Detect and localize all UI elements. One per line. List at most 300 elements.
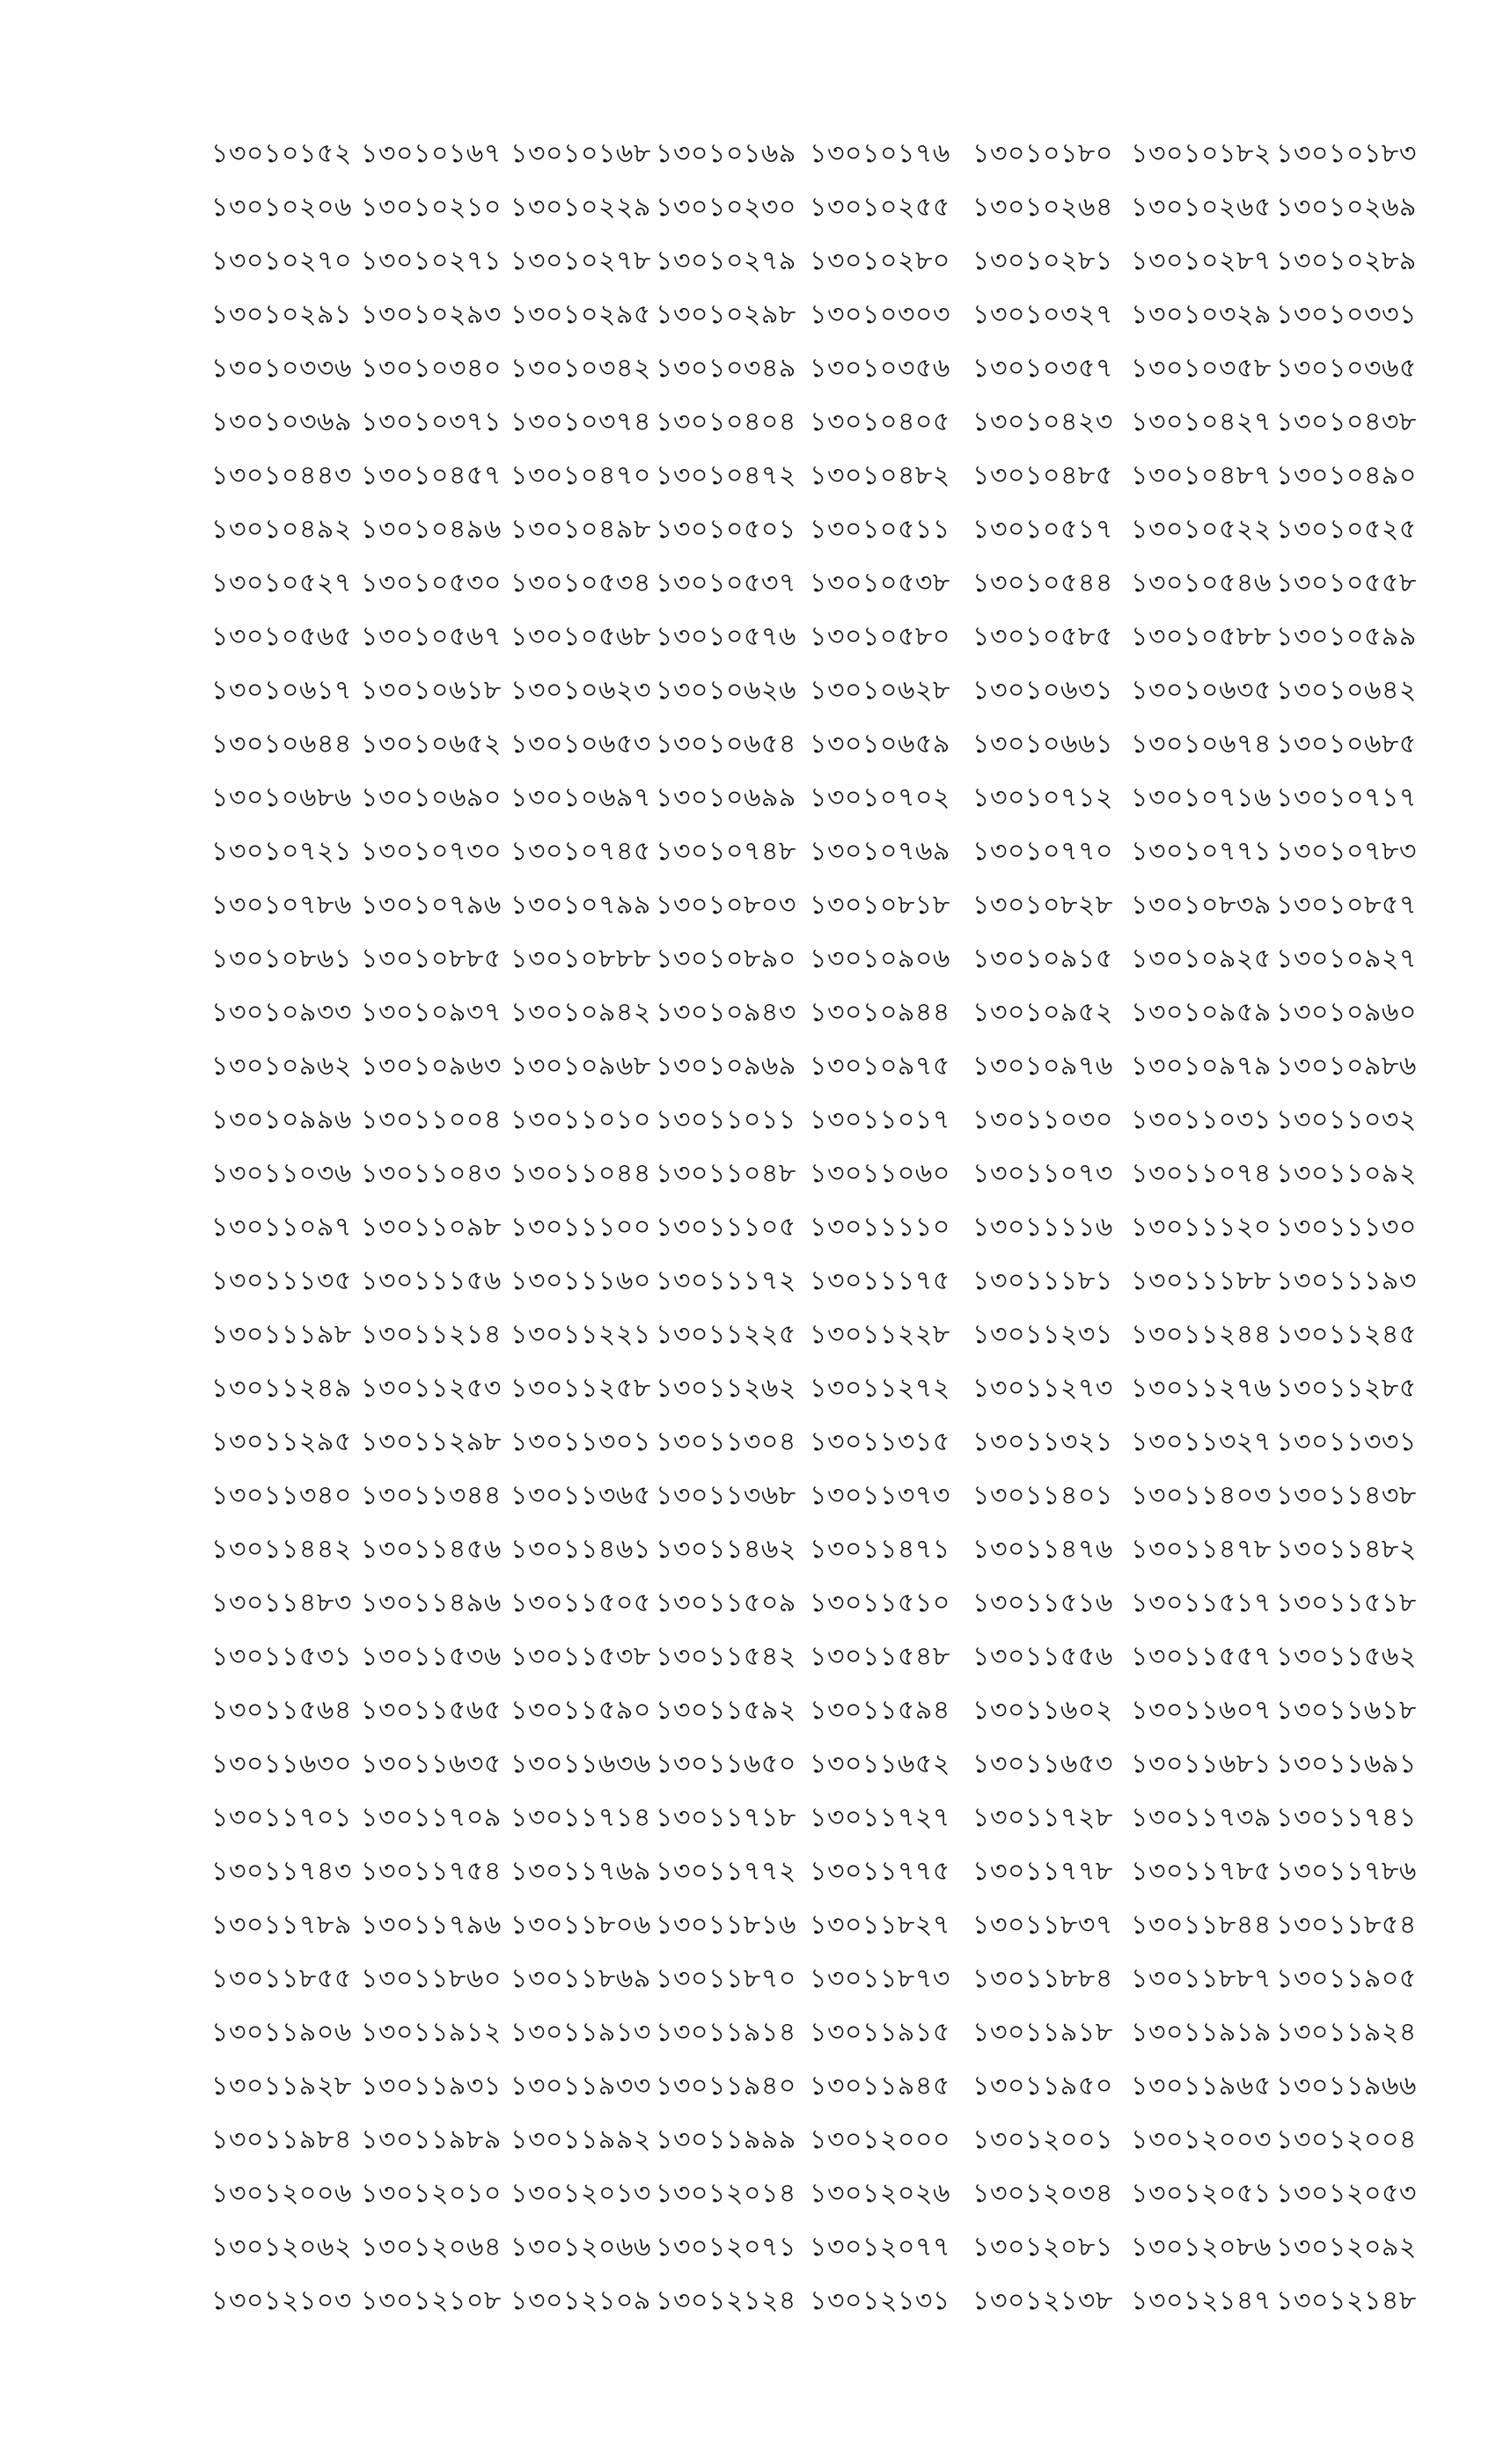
roll-number: ১৩০১১৪৯৬: [361, 1588, 502, 1618]
roll-number: ১৩০১০৯৬৩: [361, 1051, 502, 1082]
roll-number: ১৩০১০২৬৪: [972, 192, 1113, 223]
roll-number: ১৩০১১৫৩৮: [510, 1641, 651, 1672]
roll-number: ১৩০১১৫৩১: [211, 1641, 352, 1672]
roll-number: ১৩০১০৫৮০: [810, 621, 950, 652]
roll-number: ১৩০১১৮১৬: [656, 1910, 796, 1940]
roll-number: ১৩০১১৩৭৩: [810, 1480, 950, 1511]
roll-number: ১৩০১২০৭৭: [810, 2232, 950, 2262]
roll-number: ১৩০১০৩২৭: [972, 299, 1113, 330]
roll-number: ১৩০১১১৩৫: [211, 1265, 352, 1296]
number-row: [211, 454, 1417, 508]
roll-number: ১৩০১২০১৪: [656, 2178, 796, 2209]
number-row: [211, 1313, 1417, 1367]
roll-number: ১৩০১০৯৩৩: [211, 997, 352, 1028]
roll-number: ১৩০১১৫১৭: [1131, 1588, 1272, 1618]
roll-number: ১৩০১১৪৩৮: [1276, 1480, 1417, 1511]
roll-number: ১৩০১২০৬৬: [510, 2232, 651, 2262]
roll-number: ১৩০১০৫১৭: [972, 514, 1113, 545]
roll-number: ১৩০১১৬৫২: [810, 1749, 950, 1779]
number-row: [211, 1206, 1417, 1259]
roll-number: ১৩০১২০১০: [361, 2178, 502, 2209]
roll-number: ১৩০১১২২১: [510, 1319, 651, 1350]
roll-number: ১৩০১১০৬০: [810, 1158, 950, 1189]
roll-number: ১৩০১১৯৯৯: [656, 2124, 796, 2155]
roll-number: ১৩০১১৩৬৮: [656, 1480, 796, 1511]
roll-number: ১৩০১১৮৩৭: [972, 1910, 1113, 1940]
roll-number: ১৩০১০৫০১: [656, 514, 796, 545]
roll-number: ১৩০১০৩৩৬: [211, 353, 352, 384]
number-row: [211, 1045, 1417, 1098]
roll-number: ১৩০১১৭৪১: [1276, 1802, 1417, 1833]
number-row: [211, 508, 1417, 561]
roll-number: ১৩০১০৬৩১: [972, 675, 1113, 706]
roll-number: ১৩০১১৭৭২: [656, 1856, 796, 1887]
roll-number: ১৩০১০১৮২: [1131, 138, 1272, 169]
roll-number: ১৩০১১২২৫: [656, 1319, 796, 1350]
number-row: [211, 1420, 1417, 1474]
roll-number: ১৩০১২০৬৪: [361, 2232, 502, 2262]
roll-number: ১৩০১১২৫৮: [510, 1373, 651, 1404]
roll-number: ১৩০১০৫৩৮: [810, 568, 950, 598]
roll-number: ১৩০১১৯৮৪: [211, 2124, 352, 2155]
roll-number: ১৩০১০৯২৭: [1276, 943, 1417, 974]
roll-number: ১৩০১০৯৮৬: [1276, 1051, 1417, 1082]
roll-number: ১৩০১০৮৬১: [211, 943, 352, 974]
roll-number: ১৩০১০৬১৭: [211, 675, 352, 706]
roll-number: ১৩০১১০১৭: [810, 1104, 950, 1135]
roll-number: ১৩০১২০০০: [810, 2124, 950, 2155]
number-row: [211, 1098, 1417, 1152]
roll-number: ১৩০১১৩৪৪: [361, 1480, 502, 1511]
roll-number: ১৩০১২০২৬: [810, 2178, 950, 2209]
number-row: [211, 1367, 1417, 1420]
roll-number: ১৩০১১২১৪: [361, 1319, 502, 1350]
roll-number: ১৩০১০৩৬৯: [211, 407, 352, 437]
roll-number: ১৩০১২০১৩: [510, 2178, 651, 2209]
roll-number: ১৩০১১৫৫৬: [972, 1641, 1113, 1672]
roll-number: ১৩০১০৫৬৮: [510, 621, 651, 652]
roll-number: ১৩০১১০৭৩: [972, 1158, 1113, 1189]
roll-number: ১৩০১২০০৩: [1131, 2124, 1272, 2155]
roll-number: ১৩০১১০৪৪: [510, 1158, 651, 1189]
roll-number: ১৩০১০৬৯৭: [510, 782, 651, 813]
roll-number: ১৩০১০৪৯০: [1276, 460, 1417, 491]
roll-number: ১৩০১০৯৬০: [1276, 997, 1417, 1028]
roll-number: ১৩০১০৭৯৯: [510, 890, 651, 920]
roll-number: ১৩০১১৪৮২: [1276, 1534, 1417, 1565]
roll-number: ১৩০১২০৯২: [1276, 2232, 1417, 2262]
roll-number: ১৩০১১১৯৮: [211, 1319, 352, 1350]
roll-number: ১৩০১০১৬৮: [510, 138, 651, 169]
roll-number: ১৩০১০৭৯৬: [361, 890, 502, 920]
roll-number: ১৩০১১৩২৭: [1131, 1426, 1272, 1457]
roll-number: ১৩০১০৫১১: [810, 514, 950, 545]
roll-number: ১৩০১১৬৩৬: [510, 1749, 651, 1779]
roll-number: ১৩০১০৭৪৮: [656, 836, 796, 867]
roll-number: ১৩০১১০৪৮: [656, 1158, 796, 1189]
roll-number: ১৩০১১৯৬৫: [1131, 2071, 1272, 2101]
roll-number: ১৩০১১১০৫: [656, 1212, 796, 1243]
roll-number-grid: [211, 132, 1417, 2333]
roll-number: ১৩০১১৯৪০: [656, 2071, 796, 2101]
roll-number: ১৩০১০২৩০: [656, 192, 796, 223]
roll-number: ১৩০১১১৮১: [972, 1265, 1113, 1296]
roll-number: ১৩০১০২৭৮: [510, 246, 651, 276]
roll-number: ১৩০১১০১০: [510, 1104, 651, 1135]
roll-number: ১৩০১১২৯৫: [211, 1426, 352, 1457]
roll-number: ১৩০১১৪০৩: [1131, 1480, 1272, 1511]
roll-number: ১৩০১০৮৯০: [656, 943, 796, 974]
roll-number: ১৩০১০৬৫৩: [510, 729, 651, 759]
roll-number: ১৩০১১৩০৪: [656, 1426, 796, 1457]
roll-number: ১৩০১১৯১২: [361, 2017, 502, 2048]
roll-number: ১৩০১১২৮৫: [1276, 1373, 1417, 1404]
roll-number: ১৩০১১৯১৩: [510, 2017, 651, 2048]
roll-number: ১৩০১১৪৭১: [810, 1534, 950, 1565]
roll-number: ১৩০১০৯৩৭: [361, 997, 502, 1028]
roll-number: ১৩০১১০৭৪: [1131, 1158, 1272, 1189]
roll-number: ১৩০১০৪৭২: [656, 460, 796, 491]
roll-number: ১৩০১১০৩২: [1276, 1104, 1417, 1135]
roll-number: ১৩০১০২৯১: [211, 299, 352, 330]
roll-number: ১৩০১১৭৮৬: [1276, 1856, 1417, 1887]
number-row: [211, 1957, 1417, 2011]
roll-number: ১৩০১১৫০৫: [510, 1588, 651, 1618]
roll-number: ১৩০১১৬৯১: [1276, 1749, 1417, 1779]
roll-number: ১৩০১০৭৮৬: [211, 890, 352, 920]
roll-number: ১৩০১০৩০৩: [810, 299, 950, 330]
roll-number: ১৩০১০৫৩৪: [510, 568, 651, 598]
roll-number: ১৩০১১৮০৬: [510, 1910, 651, 1940]
roll-number: ১৩০১০৭০২: [810, 782, 950, 813]
number-row: [211, 830, 1417, 884]
roll-number: ১৩০১১৮৬০: [361, 1963, 502, 1994]
number-row: [211, 991, 1417, 1045]
number-row: [211, 1742, 1417, 1796]
number-row: [211, 1259, 1417, 1313]
roll-number: ১৩০১১৯৫০: [972, 2071, 1113, 2101]
roll-number: ১৩০১০৫৯৯: [1276, 621, 1417, 652]
roll-number: ১৩০১০৮৩৯: [1131, 890, 1272, 920]
roll-number: ১৩০১০৪৪৩: [211, 460, 352, 491]
roll-number: ১৩০১২১০৯: [510, 2285, 651, 2316]
roll-number: ১৩০১০৯৭৯: [1131, 1051, 1272, 1082]
roll-number: ১৩০১২১০৩: [211, 2285, 352, 2316]
roll-number: ১৩০১০৬৩৫: [1131, 675, 1272, 706]
roll-number: ১৩০১১০০৪: [361, 1104, 502, 1135]
number-row: [211, 776, 1417, 830]
roll-number: ১৩০১১২৭২: [810, 1373, 950, 1404]
number-row: [211, 293, 1417, 347]
roll-number: ১৩০১২০৫১: [1131, 2178, 1272, 2209]
roll-number: ১৩০১০৪৮৭: [1131, 460, 1272, 491]
roll-number: ১৩০১০৩২৯: [1131, 299, 1272, 330]
roll-number: ১৩০১১২৪৪: [1131, 1319, 1272, 1350]
number-row: [211, 615, 1417, 669]
roll-number: ১৩০১০৯৭৬: [972, 1051, 1113, 1082]
roll-number: ১৩০১০১৬৯: [656, 138, 796, 169]
roll-number: ১৩০১১৭৬৯: [510, 1856, 651, 1887]
roll-number: ১৩০১১৮৪৪: [1131, 1910, 1272, 1940]
number-row: [211, 239, 1417, 293]
roll-number: ১৩০১১৩২১: [972, 1426, 1113, 1457]
roll-number: ১৩০১১৩৬৫: [510, 1480, 651, 1511]
roll-number: ১৩০১১৫৯৪: [810, 1695, 950, 1726]
roll-number: ১৩০১১১২০: [1131, 1212, 1272, 1243]
roll-number: ১৩০১১৭৮৫: [1131, 1856, 1272, 1887]
roll-number: ১৩০১১৭২৭: [810, 1802, 950, 1833]
roll-number: ১৩০১০২৮১: [972, 246, 1113, 276]
roll-number: ১৩০১০৫৮৮: [1131, 621, 1272, 652]
roll-number: ১৩০১০৩৪৯: [656, 353, 796, 384]
roll-number: ১৩০১১৪০১: [972, 1480, 1113, 1511]
roll-number: ১৩০১১৪৮৩: [211, 1588, 352, 1618]
roll-number: ১৩০১১৯৯২: [510, 2124, 651, 2155]
roll-number: ১৩০১০৬২৮: [810, 675, 950, 706]
roll-number: ১৩০১১৬৮১: [1131, 1749, 1272, 1779]
roll-number: ১৩০১০৬৬১: [972, 729, 1113, 759]
roll-number: ১৩০১০৩৬৫: [1276, 353, 1417, 384]
roll-number: ১৩০১০৭৩০: [361, 836, 502, 867]
roll-number: ১৩০১০৯৭৫: [810, 1051, 950, 1082]
roll-number: ১৩০১১২৫৩: [361, 1373, 502, 1404]
roll-number: ১৩০১০৫৮৫: [972, 621, 1113, 652]
number-row: [211, 1581, 1417, 1635]
roll-number: ১৩০১১১৮৮: [1131, 1265, 1272, 1296]
roll-number: ১৩০১০২১০: [361, 192, 502, 223]
roll-number: ১৩০১১৯৪৫: [810, 2071, 950, 2101]
roll-number: ১৩০১০৮২৮: [972, 890, 1113, 920]
roll-number: ১৩০১১২৯৮: [361, 1426, 502, 1457]
roll-number: ১৩০১০২৭০: [211, 246, 352, 276]
number-row: [211, 1903, 1417, 1957]
roll-number: ১৩০১০৭৭১: [1131, 836, 1272, 867]
roll-number: ১৩০১২০৫৩: [1276, 2178, 1417, 2209]
roll-number: ১৩০১১৩০১: [510, 1426, 651, 1457]
roll-number: ১৩০১১১৭৫: [810, 1265, 950, 1296]
roll-number: ১৩০১০৬৯৯: [656, 782, 796, 813]
roll-number: ১৩০১০১৮৩: [1276, 138, 1417, 169]
roll-number: ১৩০১০৯৬৮: [510, 1051, 651, 1082]
roll-number: ১৩০১১৫১৬: [972, 1588, 1113, 1618]
roll-number: ১৩০১০১৫২: [211, 138, 352, 169]
roll-number: ১৩০১০৪৫৭: [361, 460, 502, 491]
roll-number: ১৩০১০২০৬: [211, 192, 352, 223]
roll-number: ১৩০১১৭৭৫: [810, 1856, 950, 1887]
roll-number: ১৩০১১০৯২: [1276, 1158, 1417, 1189]
roll-number: ১৩০১০৬১৮: [361, 675, 502, 706]
roll-number: ১৩০১০৫৬৫: [211, 621, 352, 652]
roll-number: ১৩০১০৩৫৭: [972, 353, 1113, 384]
roll-number: ১৩০১০২৭৯: [656, 246, 796, 276]
roll-number: ১৩০১১৫৯২: [656, 1695, 796, 1726]
roll-number: ১৩০১১৭৮৯: [211, 1910, 352, 1940]
roll-number: ১৩০১০৭৭০: [972, 836, 1113, 867]
roll-number: ১৩০১১২৭৩: [972, 1373, 1113, 1404]
number-row: [211, 1689, 1417, 1742]
roll-number: ১৩০১১০৪৩: [361, 1158, 502, 1189]
roll-number: ১৩০১১৭১৮: [656, 1802, 796, 1833]
roll-number: ১৩০১১০৩০: [972, 1104, 1113, 1135]
roll-number: ১৩০১১৭৪৩: [211, 1856, 352, 1887]
number-row: [211, 2226, 1417, 2279]
roll-number: ১৩০১০৯৫৯: [1131, 997, 1272, 1028]
roll-number: ১৩০১১০৯৮: [361, 1212, 502, 1243]
roll-number: ১৩০১০৪০৪: [656, 407, 796, 437]
roll-number: ১৩০১১৬৫০: [656, 1749, 796, 1779]
roll-number: ১৩০১১৬০২: [972, 1695, 1113, 1726]
number-row: [211, 1474, 1417, 1528]
number-row: [211, 2011, 1417, 2064]
number-row: [211, 347, 1417, 400]
roll-number: ১৩০১১১৫৬: [361, 1265, 502, 1296]
roll-number: ১৩০১০৩৫৮: [1131, 353, 1272, 384]
number-row: [211, 1152, 1417, 1206]
roll-number: ১৩০১১৩১৫: [810, 1426, 950, 1457]
roll-number: ১৩০১০২৬৫: [1131, 192, 1272, 223]
roll-number: ১৩০১২০৮১: [972, 2232, 1113, 2262]
roll-number: ১৩০১১৮৭৩: [810, 1963, 950, 1994]
roll-number: ১৩০১১৯৮৯: [361, 2124, 502, 2155]
roll-number: ১৩০১১০৩৬: [211, 1158, 352, 1189]
roll-number: ১৩০১১৩৪০: [211, 1480, 352, 1511]
number-row: [211, 884, 1417, 937]
roll-number: ১৩০১০৮৮৫: [361, 943, 502, 974]
roll-number: ১৩০১১৫০৯: [656, 1588, 796, 1618]
roll-number: ১৩০১০৯৬২: [211, 1051, 352, 1082]
roll-number: ১৩০১০২৭১: [361, 246, 502, 276]
roll-number: ১৩০১০২৮৭: [1131, 246, 1272, 276]
roll-number: ১৩০১০৪৯৮: [510, 514, 651, 545]
roll-number: ১৩০১০৩৭৪: [510, 407, 651, 437]
roll-number: ১৩০১২০৭১: [656, 2232, 796, 2262]
roll-number: ১৩০১০৯৬৯: [656, 1051, 796, 1082]
roll-number: ১৩০১২১৩৮: [972, 2285, 1113, 2316]
roll-number: ১৩০১০৭৬৯: [810, 836, 950, 867]
roll-number: ১৩০১২০৬২: [211, 2232, 352, 2262]
roll-number: ১৩০১০১৭৬: [810, 138, 950, 169]
roll-number: ১৩০১২০৩৪: [972, 2178, 1113, 2209]
roll-number: ১৩০১০৪৯২: [211, 514, 352, 545]
roll-number: ১৩০১১৯২৪: [1276, 2017, 1417, 2048]
roll-number: ১৩০১০৫৭৬: [656, 621, 796, 652]
roll-number: ১৩০১০৬৫৪: [656, 729, 796, 759]
roll-number: ১৩০১১৫৪৮: [810, 1641, 950, 1672]
roll-number: ১৩০১০৩৪২: [510, 353, 651, 384]
roll-number: ১৩০১১০১১: [656, 1104, 796, 1135]
roll-number: ১৩০১০৬৫২: [361, 729, 502, 759]
roll-number: ১৩০১০৪৭০: [510, 460, 651, 491]
roll-number: ১৩০১১৪৭৬: [972, 1534, 1113, 1565]
roll-number: ১৩০১১৯৩১: [361, 2071, 502, 2101]
roll-number: ১৩০১১৭০১: [211, 1802, 352, 1833]
roll-number: ১৩০১১৯৬৬: [1276, 2071, 1417, 2101]
roll-number: ১৩০১০৫৪৪: [972, 568, 1113, 598]
roll-number: ১৩০১০৮০৩: [656, 890, 796, 920]
roll-number: ১৩০১১৮৫৫: [211, 1963, 352, 1994]
roll-number: ১৩০১১২২৮: [810, 1319, 950, 1350]
roll-number: ১৩০১২১০৮: [361, 2285, 502, 2316]
roll-number: ১৩০১২১৪৮: [1276, 2285, 1417, 2316]
roll-number: ১৩০১০৫৩৭: [656, 568, 796, 598]
roll-number: ১৩০১১৭৭৮: [972, 1856, 1113, 1887]
roll-number: ১৩০১০৬৮৫: [1276, 729, 1417, 759]
roll-number: ১৩০১১৬০৭: [1131, 1695, 1272, 1726]
roll-number: ১৩০১১১৭২: [656, 1265, 796, 1296]
roll-number: ১৩০১১০৯৭: [211, 1212, 352, 1243]
roll-number: ১৩০১০৬২৩: [510, 675, 651, 706]
roll-number: ১৩০১০১৬৭: [361, 138, 502, 169]
roll-number: ১৩০১১১০০: [510, 1212, 651, 1243]
roll-number: ১৩০১১৮২৭: [810, 1910, 950, 1940]
roll-number: ১৩০১১৮৬৯: [510, 1963, 651, 1994]
roll-number: ১৩০১১৮৫৪: [1276, 1910, 1417, 1940]
roll-number: ১৩০১০৩৫৬: [810, 353, 950, 384]
number-row: [211, 561, 1417, 615]
roll-number: ১৩০১১৫৩৬: [361, 1641, 502, 1672]
roll-number: ১৩০১০৫৬৭: [361, 621, 502, 652]
roll-number: ১৩০১০২৮৯: [1276, 246, 1417, 276]
roll-number: ১৩০১০৬৪৪: [211, 729, 352, 759]
number-row: [211, 400, 1417, 454]
roll-number: ১৩০১১১৩০: [1276, 1212, 1417, 1243]
roll-number: ১৩০১১১১০: [810, 1212, 950, 1243]
roll-number: ১৩০১০৮৮৮: [510, 943, 651, 974]
roll-number: ১৩০১১৮৭০: [656, 1963, 796, 1994]
roll-number: ১৩০১০৭১৬: [1131, 782, 1272, 813]
roll-number: ১৩০১০৯৯৬: [211, 1104, 352, 1135]
roll-number: ১৩০১১৫৪২: [656, 1641, 796, 1672]
roll-number: ১৩০১১২৬২: [656, 1373, 796, 1404]
roll-number: ১৩০১০৭১২: [972, 782, 1113, 813]
roll-number: ১৩০১০৪২৭: [1131, 407, 1272, 437]
roll-number: ১৩০১০৯৪৪: [810, 997, 950, 1028]
roll-number: ১৩০১১৯১৮: [972, 2017, 1113, 2048]
roll-number: ১৩০১১৪৫৬: [361, 1534, 502, 1565]
roll-number: ১৩০১১৫৬২: [1276, 1641, 1417, 1672]
roll-number: ১৩০১০৫২৫: [1276, 514, 1417, 545]
roll-number: ১৩০১১৯১৪: [656, 2017, 796, 2048]
number-row: [211, 1635, 1417, 1689]
roll-number: ১৩০১১৪৭৮: [1131, 1534, 1272, 1565]
roll-number: ১৩০১০২৬৯: [1276, 192, 1417, 223]
roll-number: ১৩০১০৭৪৫: [510, 836, 651, 867]
number-row: [211, 2279, 1417, 2333]
number-row: [211, 1796, 1417, 1850]
roll-number: ১৩০১০৬৫৯: [810, 729, 950, 759]
roll-number: ১৩০১০৩৪০: [361, 353, 502, 384]
roll-number: ১৩০১০৯৪২: [510, 997, 651, 1028]
roll-number: ১৩০১০৬৯০: [361, 782, 502, 813]
roll-number: ১৩০১১১৬০: [510, 1265, 651, 1296]
roll-number: ১৩০১১৯১৫: [810, 2017, 950, 2048]
roll-number: ১৩০১২১৩১: [810, 2285, 950, 2316]
roll-number: ১৩০১০৮১৮: [810, 890, 950, 920]
roll-number: ১৩০১১৭২৮: [972, 1802, 1113, 1833]
roll-number: ১৩০১০৬২৬: [656, 675, 796, 706]
number-row: [211, 1528, 1417, 1581]
roll-number: ১৩০১১৯০৫: [1276, 1963, 1417, 1994]
roll-number: ১৩০১০৪০৫: [810, 407, 950, 437]
roll-number: ১৩০১১৪৬২: [656, 1534, 796, 1565]
roll-number: ১৩০১০৫৫৮: [1276, 568, 1417, 598]
roll-number: ১৩০১০২৫৫: [810, 192, 950, 223]
roll-number: ১৩০১০৪২৩: [972, 407, 1113, 437]
roll-number: ১৩০১১৮৮৪: [972, 1963, 1113, 1994]
roll-number: ১৩০১০৯০৬: [810, 943, 950, 974]
roll-number: ১৩০১১৭৩৯: [1131, 1802, 1272, 1833]
number-row: [211, 2064, 1417, 2118]
